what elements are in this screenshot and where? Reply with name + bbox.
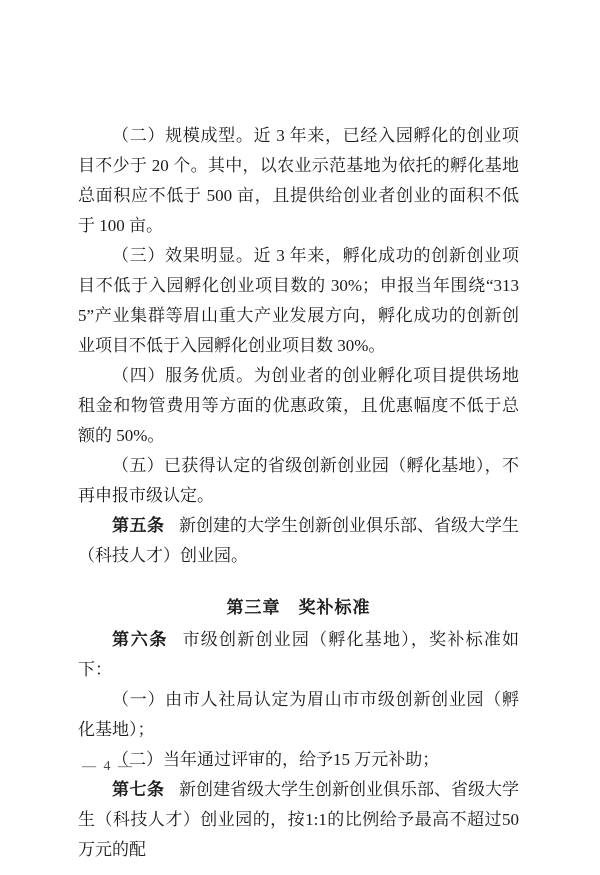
document-content: [78, 121, 519, 865]
paragraph-text: 新创建的大学生创新创业俱乐部、省级大学生（科技人才）创业园。: [78, 516, 520, 565]
chapter-heading: 第三章 奖补标准: [226, 598, 371, 617]
paragraph-item-3-effect: [78, 241, 519, 361]
paragraph-article-7: [78, 775, 519, 865]
paragraph-text: （三）效果明显。近 3 年来，孵化成功的创新创业项目不低于入园孵化创业项目数的 30%；申报当年围绕“3135”产业集群等眉山重大产业发展方向，孵化成功的创新创业项目不低于入园孵化创业项目数 30%。: [78, 246, 519, 355]
paragraph-item-1-recognition: [78, 685, 519, 745]
article-number: 第七条: [112, 780, 165, 799]
paragraph-text: （四）服务优质。为创业者的创业孵化项目提供场地租金和物管费用等方面的优惠政策，且优惠幅度不低于总额的 50%。: [78, 366, 519, 445]
paragraph-item-2-subsidy: [78, 745, 519, 775]
paragraph-text: 新创建省级大学生创新创业俱乐部、省级大学生（科技人才）创业园的，按1:1的比例给予最高不超过50万元的配: [78, 780, 520, 859]
paragraph-item-2-scale: [78, 121, 519, 241]
paragraph-text: （五）已获得认定的省级创新创业园（孵化基地），不再申报市级认定。: [78, 456, 519, 505]
paragraph-item-4-service: [78, 361, 519, 451]
paragraph-item-5-provincial: [78, 451, 519, 511]
paragraph-text: 市级创新创业园（孵化基地），奖补标准如下：: [78, 630, 520, 679]
page-number: — 4 —: [82, 759, 134, 774]
paragraph-article-6: [78, 625, 519, 685]
paragraph-text: （二）规模成型。近 3 年来，已经入园孵化的创业项目不少于 20 个。其中，以农业示范基地为依托的孵化基地总面积应不低于 500 亩，且提供给创业者创业的面积不低于 100 亩。: [78, 126, 519, 235]
paragraph-text: （二）当年通过评审的，给予15 万元补助；: [112, 750, 440, 769]
paragraph-text: （一）由市人社局认定为眉山市市级创新创业园（孵化基地）；: [78, 690, 519, 739]
paragraph-article-5: [78, 511, 519, 571]
article-number: 第五条: [112, 516, 165, 535]
article-number: 第六条: [112, 630, 169, 649]
